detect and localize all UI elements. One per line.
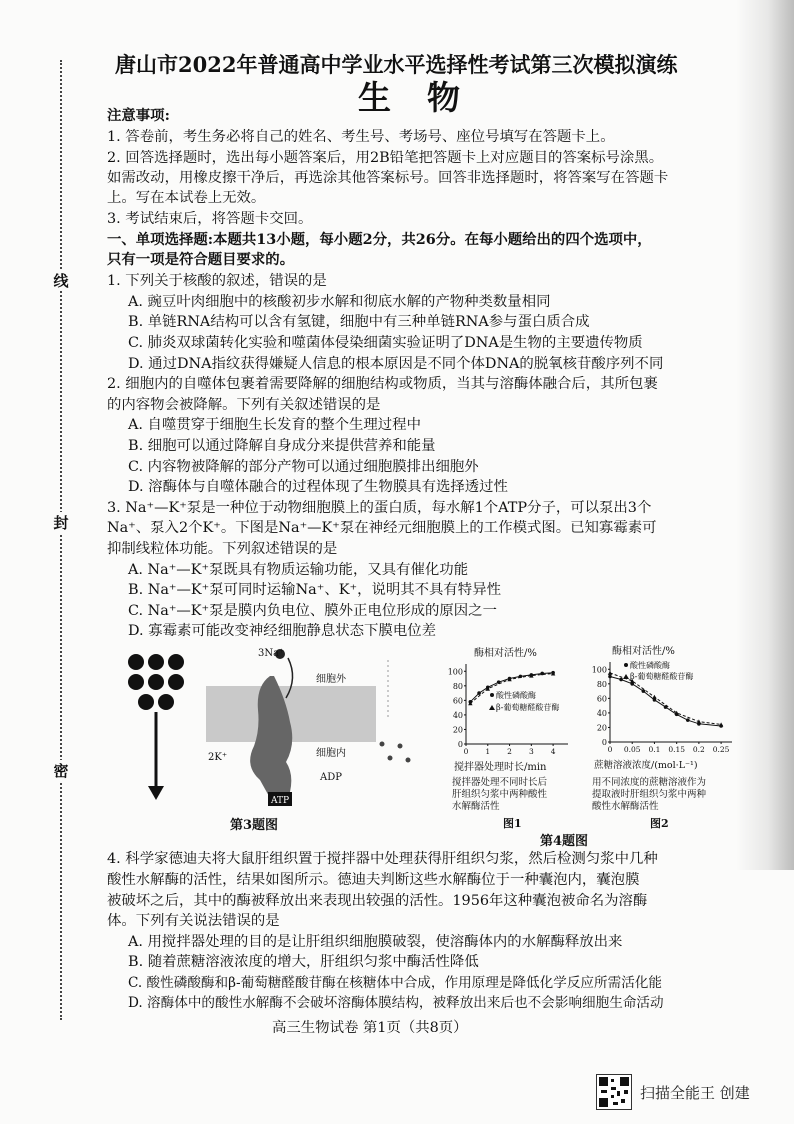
chart-2-note-line: 酸性水解酶活性 — [592, 801, 659, 812]
chart-1-note-line: 水解酶活性 — [452, 801, 500, 812]
vesicle-dots — [128, 654, 184, 710]
notice-line: 3. 考试结束后，将答题卡交回。 — [107, 211, 313, 227]
chart-2-point-triangle — [697, 719, 701, 723]
chart-1-point-dot — [477, 691, 481, 695]
question-4-option-a: A. 用搅拌器处理的目的是让肝组织细胞膜破裂，使溶酶体内的水解酶释放出来 — [128, 934, 623, 950]
question-1-option-a: A. 豌豆叶肉细胞中的核酸初步水解和彻底水解的产物种类数量相同 — [128, 294, 551, 310]
chart-1-ytick-label: 0 — [457, 740, 463, 749]
side-mark-xian: 线 — [53, 272, 69, 290]
chart-2-legend-triangle-icon — [623, 674, 629, 679]
chart-2-point-triangle — [652, 695, 656, 699]
question-2-stem-cont: 的内容物会被降解。下列有关叙述错误的是 — [107, 397, 381, 413]
question-2-option-a: A. 自噬贯穿于细胞生长发育的整个生理过程中 — [128, 417, 421, 433]
chart-2-xtick-label: 0.15 — [668, 745, 686, 754]
chart-2-xlabel: 蔗糖溶液浓度/(mol·L⁻¹) — [594, 760, 698, 771]
scanner-watermark: 扫描全能王 创建 — [640, 1084, 750, 1102]
figure-4-caption: 第4题图 — [540, 834, 589, 849]
chart-2-point-triangle — [608, 671, 612, 675]
arrow-down-icon — [148, 786, 164, 800]
question-2-stem: 2. 细胞内的自噬体包裹着需要降解的细胞结构或物质，当其与溶酶体融合后，其所包裹 — [107, 376, 658, 392]
question-3-option-b: B. Na⁺—K⁺泵可同时运输Na⁺、K⁺，说明其不具有特异性 — [128, 582, 501, 598]
chart-2-xtick-label: 0.1 — [648, 745, 661, 754]
qr-code-icon — [596, 1074, 632, 1110]
figure-4-chart-2 — [590, 644, 740, 774]
notice-line: 上。写在本试卷上无效。 — [107, 190, 266, 206]
chart-2-series-line — [610, 677, 721, 727]
question-1-option-c: C. 肺炎双球菌转化实验和噬菌体侵染细菌实验证明了DNA是生物的主要遗传物质 — [128, 335, 643, 351]
chart-1-note-line: 肝组织匀浆中两种酸性 — [452, 789, 548, 800]
question-3-stem-cont: Na⁺、泵入2个K⁺。下图是Na⁺—K⁺泵在神经元细胞膜上的工作模式图。已知寡霉素可 — [107, 520, 657, 536]
chart-2-legend-dot-icon — [624, 663, 628, 667]
question-2-option-b: B. 细胞可以通过降解自身成分来提供营养和能量 — [128, 438, 436, 454]
section-heading: 一、单项选择题:本题共13小题，每小题2分，共26分。在每小题给出的四个选项中， — [107, 231, 652, 248]
notice-line: 如需改动，用橡皮擦干净后，再选涂其他答案标号。回答非选择题时，将答案写在答题卡 — [107, 170, 669, 186]
chart-1-ytick-label: 80 — [452, 681, 463, 691]
binding-dotted-line — [60, 60, 62, 1020]
question-3-stem: 3. Na⁺—K⁺泵是一种位于动物细胞膜上的蛋白质，每水解1个ATP分子，可以泵出3个 — [107, 500, 652, 516]
figure-4-chart-1 — [446, 646, 582, 776]
side-mark-mi: 密 — [53, 762, 69, 780]
chart-1-xtick-label: 4 — [550, 747, 556, 756]
chart-1-xtick-label: 2 — [507, 747, 512, 756]
chart-1-xtick-label: 1 — [485, 747, 491, 756]
chart-2-ytick-label: 80 — [596, 679, 607, 689]
chart-2-point-dot — [642, 689, 646, 693]
label-outside: 细胞外 — [316, 674, 346, 685]
chart-2-xtick-label: 0.2 — [692, 745, 705, 754]
chart-2-ytick-label: 100 — [591, 665, 607, 675]
question-3-stem-cont: 抑制线粒体功能。下列叙述错误的是 — [107, 541, 338, 557]
chart-2-xtick-label: 0 — [607, 745, 613, 754]
question-1-stem: 1. 下列关于核酸的叙述，错误的是 — [107, 273, 327, 289]
notice-heading: 注意事项: — [107, 107, 170, 124]
chart-1-xlabel: 搅拌器处理时长/min — [454, 762, 547, 773]
chart-1-legend-2: β-葡萄糖醛酸苷酶 — [496, 703, 560, 712]
chart-2-note — [592, 777, 706, 813]
question-1-option-b: B. 单链RNA结构可以含有氢键，细胞中有三种单链RNA参与蛋白质合成 — [128, 314, 590, 330]
label-k: 2K⁺ — [208, 752, 228, 763]
chart-2-point-triangle — [719, 722, 723, 726]
question-4-stem: 4. 科学家德迪夫将大鼠肝组织置于搅拌器中处理获得肝组织匀浆，然后检测匀浆中几种 — [107, 851, 658, 867]
question-3-option-a: A. Na⁺—K⁺泵既具有物质运输功能，又具有催化功能 — [128, 562, 469, 578]
label-atp: ATP — [271, 796, 290, 806]
side-mark-feng: 封 — [53, 514, 69, 532]
section-heading-cont: 只有一项是符合题目要求的。 — [107, 251, 295, 268]
chart-2-xtick-label: 0.05 — [623, 745, 641, 754]
chart-2-legend-1: 酸性磷酸酶 — [630, 661, 670, 670]
label-adp: ADP — [320, 772, 342, 783]
chart-2-ylabel: 酶相对活性/% — [612, 646, 675, 657]
chart-2-ytick-label: 60 — [596, 694, 607, 704]
chart-1-legend-triangle-icon — [489, 705, 495, 710]
chart-1-ytick-label: 60 — [452, 696, 463, 706]
chart-1-xtick-label: 3 — [528, 747, 534, 756]
question-3-option-c: C. Na⁺—K⁺泵是膜内负电位、膜外正电位形成的原因之一 — [128, 603, 497, 619]
page-footer: 高三生物试卷 第1页（共8页） — [272, 1020, 468, 1036]
chart-2-ytick-label: 40 — [596, 708, 607, 718]
chart-2-legend-2: β-葡萄糖醛酸苷酶 — [630, 672, 694, 681]
chart-2-point-dot — [608, 675, 612, 679]
exam-title: 唐山市2022年普通高中学业水平选择性考试第三次模拟演练 — [115, 52, 678, 77]
chart-1-legend-dot-icon — [490, 693, 494, 697]
chart-1-ytick-label: 40 — [452, 710, 463, 720]
question-2-option-d: D. 溶酶体与自噬体融合的过程体现了生物膜具有选择透过性 — [128, 479, 508, 495]
label-na: 3Na⁺ — [258, 648, 285, 659]
chart-2-name: 图2 — [650, 817, 669, 830]
notice-line: 1. 答卷前，考生务必将自己的姓名、考生号、考场号、座位号填写在答题卡上。 — [107, 129, 615, 145]
question-4-option-d: D. 溶酶体中的酸性水解酶不会破坏溶酶体膜结构，被释放出来后也不会影响细胞生命活动 — [128, 995, 664, 1011]
question-3-option-d: D. 寡霉素可能改变神经细胞静息状态下膜电位差 — [128, 623, 436, 639]
chart-2-xtick-label: 0.25 — [712, 745, 730, 754]
chart-2-note-line: 提取液时肝组织匀浆中两种 — [592, 789, 707, 800]
question-1-option-d: D. 通过DNA指纹获得嫌疑人信息的根本原因是不同个体DNA的脱氧核苷酸序列不同 — [128, 356, 664, 372]
question-4-stem-cont: 体。下列有关说法错误的是 — [107, 913, 280, 929]
chart-2-point-dot — [686, 718, 690, 722]
chart-1-ytick-label: 20 — [452, 725, 463, 735]
question-4-option-b: B. 随着蔗糖溶液浓度的增大，肝组织匀浆中酶活性降低 — [128, 954, 479, 970]
chart-1-xtick-label: 0 — [463, 747, 469, 756]
question-4-stem-cont: 酸性水解酶的活性，结果如图所示。德迪夫判断这些水解酶位于一种囊泡内，囊泡膜 — [107, 872, 640, 888]
chart-1-ylabel: 酶相对活性/% — [474, 648, 537, 659]
question-2-option-c: C. 内容物被降解的部分产物可以通过细胞膜排出细胞外 — [128, 459, 479, 475]
label-inside: 细胞内 — [316, 748, 346, 759]
chart-1-name: 图1 — [503, 817, 522, 830]
chart-2-note-line: 用不同浓度的蔗糖溶液作为 — [592, 777, 707, 788]
notice-line: 2. 回答选择题时，选出每小题答案后，用2B铅笔把答题卡上对应题目的答案标号涂黑。 — [107, 150, 664, 166]
question-4-option-c: C. 酸性磷酸酶和β-葡萄糖醛酸苷酶在核糖体中合成，作用原理是降低化学反应所需活化能 — [128, 975, 662, 991]
chart-1-legend-1: 酸性磷酸酶 — [496, 691, 536, 700]
question-4-stem-cont: 被破坏之后，其中的酶被释放出来表现出较强的活性。1956年这种囊泡被命名为溶酶 — [107, 893, 648, 909]
small-ions — [380, 742, 411, 763]
chart-1-ytick-label: 100 — [447, 667, 463, 677]
chart-1-note — [452, 777, 547, 813]
subject-title: 生物 — [358, 78, 496, 117]
chart-2-ytick-label: 0 — [601, 738, 607, 747]
figure-3-pump-diagram — [120, 640, 440, 812]
chart-1-note-line: 搅拌器处理不同时长后 — [452, 777, 548, 788]
chart-2-point-dot — [619, 678, 623, 682]
figure-3-caption: 第3题图 — [230, 818, 279, 833]
chart-2-ytick-label: 20 — [596, 723, 607, 733]
